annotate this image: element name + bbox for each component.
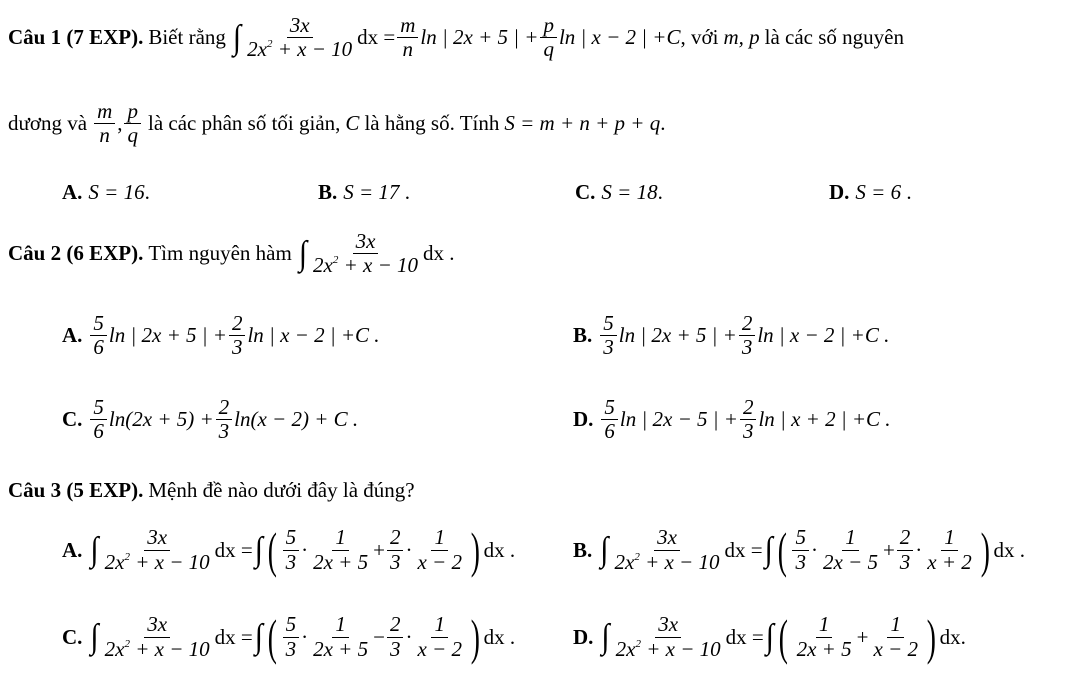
q2-option-a[interactable]: A. $\frac{5}{6}$ ln | 2x + 5 | + $\frac{2}{3}$ ln | x − 2 | +C .	[62, 311, 380, 360]
q1-frac-mn-2: $\frac{m}{n}$	[94, 100, 115, 147]
q1-heading: Câu 1 (7 EXP).	[8, 25, 144, 50]
q1-text: Biết rằng	[148, 25, 226, 50]
q3-option-b[interactable]: B. ∫ $\frac{3x}{2x^2 + x - 10}$ dx = ∫ ( $\frac{5}{3}$ · $\frac{1}{2x - 5}$ + $\frac{2}{3}$ · $\frac{1}{x + 2}$ ) dx .	[573, 522, 1025, 578]
q2-option-c[interactable]: C. $\frac{5}{6}$ ln(2x + 5) + $\frac{2}{3}$ ln(x − 2) + C .	[62, 395, 359, 444]
q1-line2: dương và $\frac{m}{n}$ , $\frac{p}{q}$ là các phân số tối giản, C là hằng số. Tính S = m + n + p + q .	[8, 99, 666, 148]
q1-option-a[interactable]: A. S = 16 .	[62, 180, 150, 204]
q1-frac-mn: $\frac{m}{n}$	[397, 14, 418, 61]
q1-frac-pq: $\frac{p}{q}$	[540, 14, 557, 61]
q1-frac-pq-2: $\frac{p}{q}$	[124, 100, 141, 147]
q3-option-d[interactable]: D. ∫ $\frac{3x}{2x^2 + x - 10}$ dx = ∫ ( $\frac{1}{2x + 5}$ + $\frac{1}{x - 2}$ ) dx .	[573, 609, 966, 665]
q2-integrand: $\frac{3x}{2x^2 + x - 10}$	[313, 229, 419, 278]
integral-sign: ∫	[298, 234, 308, 272]
q2-heading: Câu 2 (6 EXP).	[8, 241, 144, 266]
q2-line: Câu 2 (6 EXP). Tìm nguyên hàm ∫ $\frac{3x}{2x^2 + x - 10}$ dx .	[8, 229, 455, 278]
q2-option-b[interactable]: B. $\frac{5}{3}$ ln | 2x + 5 | + $\frac{2}{3}$ ln | x − 2 | +C .	[573, 311, 890, 360]
q3-heading: Câu 3 (5 EXP).	[8, 478, 144, 502]
q3-option-c[interactable]: C. ∫ $\frac{3x}{2x^2 + x - 10}$ dx = ∫ ( $\frac{5}{3}$ · $\frac{1}{2x + 5}$ − $\frac{2}{3}$ · $\frac{1}{x - 2}$ ) dx .	[62, 609, 516, 665]
q1-option-d[interactable]: D. S = 6 .	[829, 180, 912, 204]
q1-integrand: $\frac{3x}{2x^2 + x - 10}$	[247, 13, 353, 62]
integral-sign: ∫	[232, 18, 242, 56]
q1-option-b[interactable]: B. S = 17 .	[318, 180, 410, 204]
q3-option-a[interactable]: A. ∫ $\frac{3x}{2x^2 + x - 10}$ dx = ∫ ( $\frac{5}{3}$ · $\frac{1}{2x + 5}$ + $\frac{2}{3}$ · $\frac{1}{x - 2}$ ) dx .	[62, 522, 516, 578]
q3-line: Câu 3 (5 EXP). Mệnh đề nào dưới đây là đúng?	[8, 478, 415, 502]
q1-option-c[interactable]: C. S = 18 .	[575, 180, 663, 204]
q1-line1: Câu 1 (7 EXP). Biết rằng ∫ $\frac{3x}{2x^2 + x - 10}$ dx = $\frac{m}{n}$ ln | 2x + 5 | + $\frac{p}{q}$ ln | x − 2 | +C , với m, p là các số nguyên	[8, 13, 904, 62]
q2-option-d[interactable]: D. $\frac{5}{6}$ ln | 2x − 5 | + $\frac{2}{3}$ ln | x + 2 | +C .	[573, 395, 891, 444]
